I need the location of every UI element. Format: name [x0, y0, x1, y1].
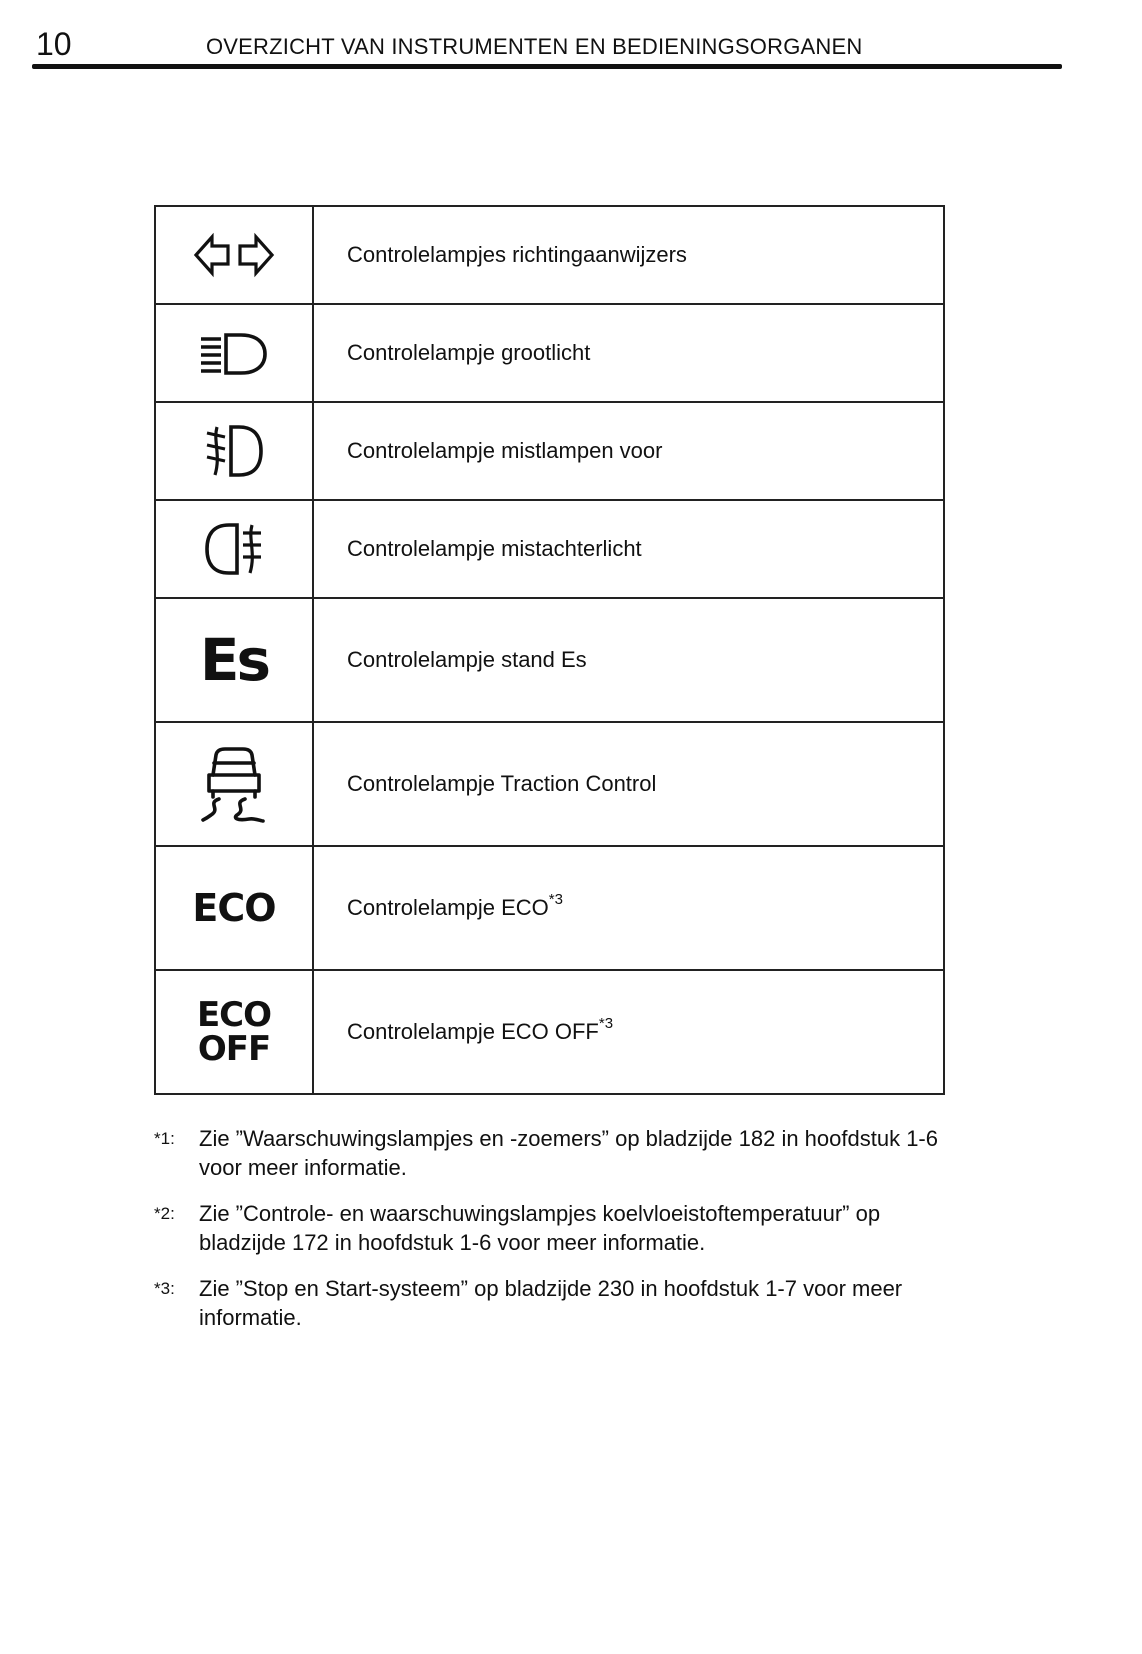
indicator-label [313, 846, 944, 970]
footnote-text: Zie ”Stop en Start-systeem” op bladzijde 230 in hoofdstuk 1-7 voor meer informatie. [199, 1276, 903, 1330]
footnote-reference: *3 [548, 891, 563, 908]
table-row [155, 722, 944, 846]
footnote-marker: *2: [154, 1204, 175, 1223]
front-fog-light-icon [203, 423, 265, 479]
indicator-table [154, 205, 945, 1095]
table-row [155, 304, 944, 402]
es-mode-icon: Es [199, 626, 269, 694]
icon-cell [155, 304, 313, 402]
high-beam-icon [199, 331, 269, 375]
icon-cell [155, 722, 313, 846]
indicator-label-text: Controlelampje ECO OFF [347, 1019, 599, 1044]
footnote-1 [154, 1124, 954, 1182]
footnote-text: Zie ”Waarschuwingslampjes en -zoemers” op bladzijde 182 in hoofdstuk 1-6 voor meer informatie. [199, 1126, 938, 1180]
table-row [155, 500, 944, 598]
page-number: 10 [36, 26, 72, 62]
indicator-label-text: Controlelampje ECO [347, 895, 549, 920]
traction-control-icon [199, 745, 269, 823]
indicator-label-text: Controlelampje stand Es [347, 647, 587, 672]
footnote-2 [154, 1199, 954, 1257]
indicator-label-text: Controlelampje grootlicht [347, 340, 591, 365]
indicator-label [313, 304, 944, 402]
indicator-label [313, 722, 944, 846]
icon-cell [155, 500, 313, 598]
eco-off-icon-line1: ECO [196, 995, 272, 1035]
footnote-text: Zie ”Controle- en waarschuwingslampjes koelvloeistoftemperatuur” op bladzijde 172 in hoofdstuk 1-6 voor meer informatie. [199, 1201, 881, 1255]
icon-cell [155, 206, 313, 304]
icon-cell [155, 598, 313, 722]
icon-cell [155, 402, 313, 500]
rear-fog-light-icon [203, 521, 265, 577]
indicator-label-text: Controlelampje mistlampen voor [347, 438, 663, 463]
footnote-marker: *1: [154, 1129, 175, 1148]
eco-icon: ECO [192, 886, 276, 930]
indicator-label [313, 598, 944, 722]
indicator-label-text: Controlelampje mistachterlicht [347, 536, 642, 561]
indicator-label-text: Controlelampje Traction Control [347, 771, 657, 796]
table-row [155, 846, 944, 970]
footnotes [154, 1124, 954, 1349]
table-row [155, 598, 944, 722]
footnote-marker-text: *1 [154, 1129, 171, 1148]
turn-signal-icon [192, 230, 276, 280]
page-title: OVERZICHT VAN INSTRUMENTEN EN BEDIENINGSORGANEN [206, 34, 863, 59]
footnote-reference: *3 [598, 1015, 614, 1032]
eco-off-icon-line2: OFF [197, 1029, 271, 1069]
icon-cell [155, 970, 313, 1094]
indicator-label [313, 970, 944, 1094]
eco-off-icon [196, 995, 272, 1069]
indicator-label [313, 206, 944, 304]
indicator-label [313, 402, 944, 500]
footnote-3 [154, 1274, 954, 1332]
header-divider [32, 64, 1062, 69]
table-row [155, 402, 944, 500]
indicator-label [313, 500, 944, 598]
table-row [155, 206, 944, 304]
indicator-label-text: Controlelampjes richtingaanwijzers [347, 242, 687, 267]
footnote-marker-text: *3 [154, 1279, 171, 1298]
icon-cell [155, 846, 313, 970]
table-row [155, 970, 944, 1094]
footnote-marker-text: *2 [154, 1204, 171, 1223]
footnote-marker: *3: [154, 1279, 175, 1298]
